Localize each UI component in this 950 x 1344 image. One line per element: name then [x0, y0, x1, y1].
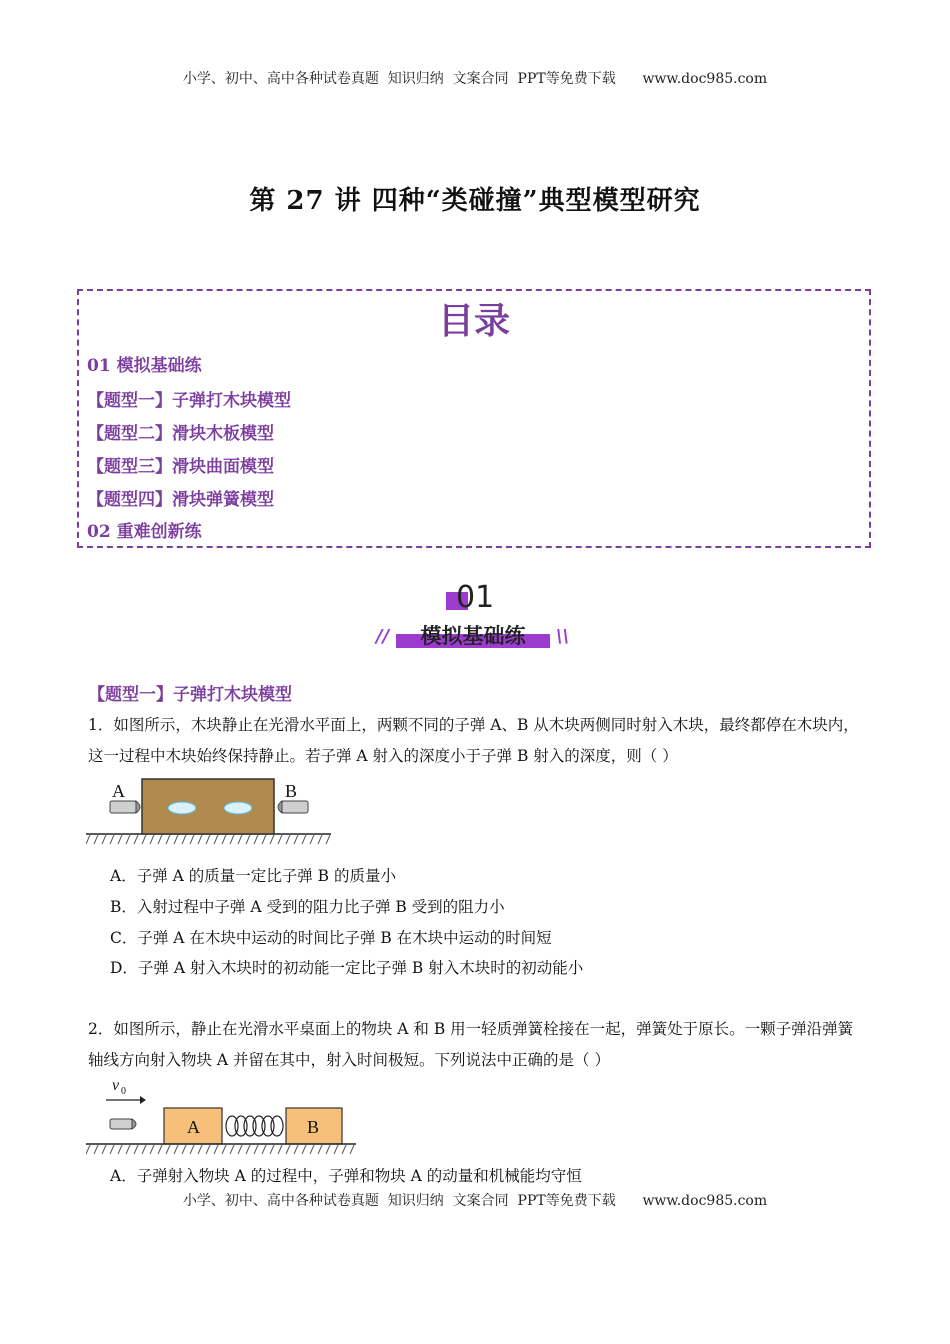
bullet-b-icon	[278, 801, 308, 813]
toc-item-type-3[interactable]: 【题型三】滑块曲面模型	[87, 457, 274, 477]
spring	[226, 1116, 283, 1136]
question-1-option-c[interactable]: C．子弹 A 在木块中运动的时间比子弹 B 在木块中运动的时间短	[110, 929, 552, 947]
question-1-figure	[86, 778, 336, 854]
page-header: 小学、初中、高中各种试卷真题 知识归纳 文案合同 PPT等免费下载 www.doc985.com	[182, 71, 768, 87]
bullet-icon	[110, 1119, 136, 1129]
question-2-figure	[86, 1074, 358, 1156]
toc-item-type-1[interactable]: 【题型一】子弹打木块模型	[87, 391, 291, 411]
bullet-a-icon	[110, 801, 140, 813]
ground-surface	[86, 834, 331, 844]
bullet-a-embedded	[168, 802, 196, 814]
block-a-label: A	[187, 1117, 200, 1137]
question-1-option-b[interactable]: B．入射过程中子弹 A 受到的阻力比子弹 B 受到的阻力小	[110, 898, 505, 916]
toc-item-type-2[interactable]: 【题型二】滑块木板模型	[87, 424, 274, 444]
question-1-option-a[interactable]: A．子弹 A 的质量一定比子弹 B 的质量小	[110, 867, 396, 885]
label-a: A	[112, 781, 125, 801]
section-number: 01	[456, 580, 495, 615]
label-b: B	[285, 781, 298, 801]
question-1-text: 1．如图所示，木块静止在光滑水平面上，两颗不同的子弹 A、B 从木块两侧同时射入木块，最终都停在木块内，这一过程中木块始终保持静止。若子弹 A 射入的深度小于子弹 B 射入的深度，则（ ）	[88, 716, 859, 765]
section-title: 模拟基础练	[420, 624, 526, 648]
bullet-b-embedded	[224, 802, 252, 814]
section-left-slashes: //	[376, 626, 390, 647]
toc-heading: 目录	[437, 300, 510, 342]
velocity-subscript: 0	[121, 1086, 126, 1097]
section-right-slashes: \\	[556, 626, 570, 647]
question-1-option-d[interactable]: D．子弹 A 射入木块时的初动能一定比子弹 B 射入木块时的初动能小	[110, 959, 584, 977]
ground-surface	[86, 1144, 356, 1154]
velocity-label: v	[112, 1077, 120, 1094]
toc-item-advanced-practice[interactable]: 02 重难创新练	[87, 522, 202, 542]
toc-item-type-4[interactable]: 【题型四】滑块弹簧模型	[87, 490, 274, 510]
question-2-option-a[interactable]: A．子弹射入物块 A 的过程中，子弹和物块 A 的动量和机械能均守恒	[110, 1167, 582, 1185]
question-type-heading: 【题型一】子弹打木块模型	[88, 685, 292, 705]
toc-item-basic-practice[interactable]: 01 模拟基础练	[87, 356, 202, 376]
page-footer: 小学、初中、高中各种试卷真题 知识归纳 文案合同 PPT等免费下载 www.doc985.com	[182, 1193, 768, 1209]
table-of-contents	[77, 289, 871, 548]
question-2-text: 2．如图所示，静止在光滑水平桌面上的物块 A 和 B 用一轻质弹簧栓接在一起，弹簧处于原长。一颗子弹沿弹簧轴线方向射入物块 A 并留在其中，射入时间极短。下列说法中正确的是（ ）	[88, 1020, 854, 1069]
block-b-label: B	[307, 1117, 320, 1137]
wooden-block	[142, 779, 274, 834]
velocity-arrow	[106, 1096, 146, 1104]
document-title: 第 27 讲 四种“类碰撞”典型模型研究	[249, 186, 701, 216]
